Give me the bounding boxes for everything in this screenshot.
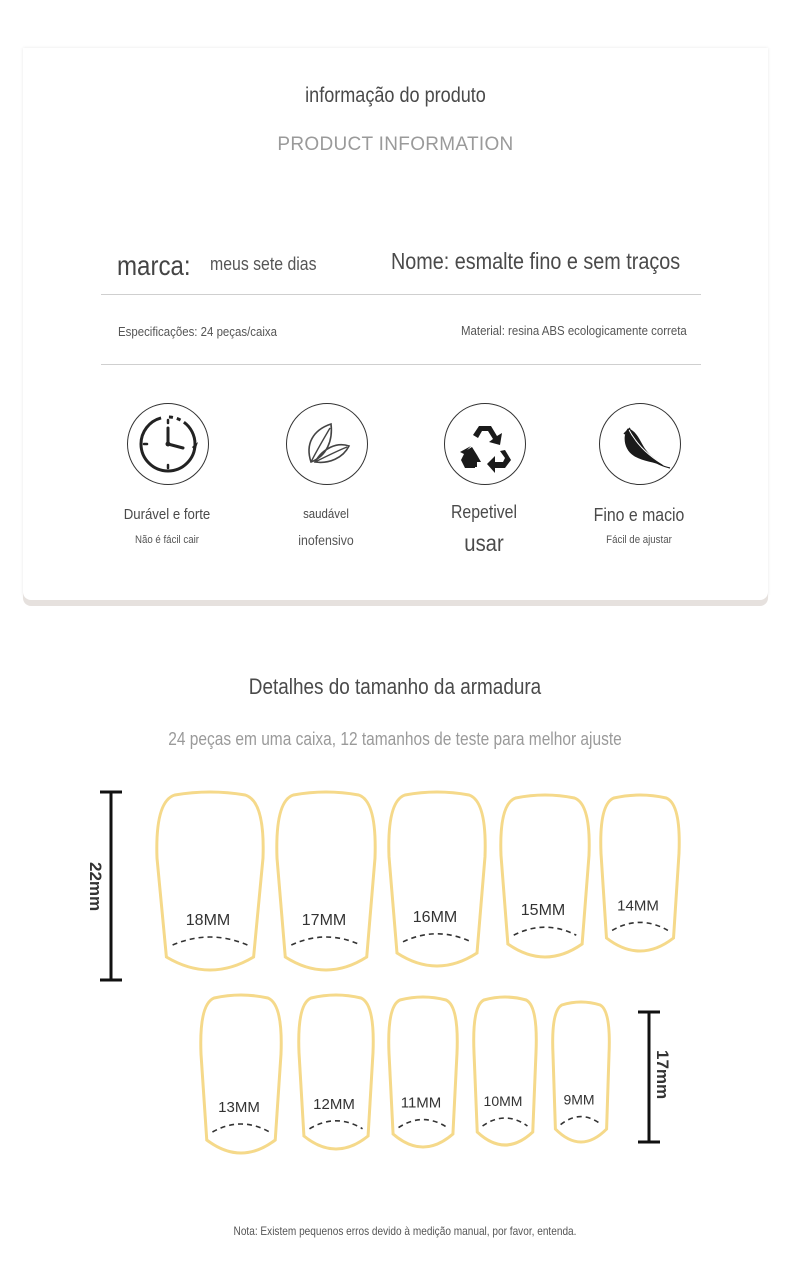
nail-size-label: 12MM	[313, 1095, 355, 1113]
nail-size-label: 11MM	[400, 1094, 442, 1112]
feature-title: Durável e forte	[123, 506, 211, 523]
feature-durable	[127, 403, 209, 485]
nail-outline	[157, 792, 263, 970]
brand-value: meus sete dias	[210, 254, 317, 274]
height-label-large: 22mm	[86, 862, 105, 912]
nail-outline	[553, 1002, 610, 1142]
feature-reusable	[444, 403, 526, 485]
feature-title: Fino e macio	[593, 505, 685, 525]
nail-size-label: 17MM	[301, 912, 347, 929]
nail-size-label: 13MM	[218, 1099, 260, 1116]
nail-width-arc	[399, 1120, 448, 1128]
nail-outline	[501, 795, 589, 957]
recycle-icon	[445, 404, 527, 486]
nail-width-arc	[483, 1118, 528, 1126]
nail-width-arc	[612, 922, 668, 930]
nail-outline	[601, 795, 679, 951]
nail-outline	[299, 995, 373, 1149]
measurement-note: Nota: Existem pequenos erros devido à medição manual, por favor, entenda.	[233, 1224, 577, 1238]
nail-width-arc	[291, 937, 360, 945]
size-details-title: Detalhes do tamanho da armadura	[248, 674, 542, 699]
nail-outline	[201, 995, 281, 1153]
height-scale-small	[638, 1012, 672, 1142]
size-details-subtitle: 24 peças em uma caixa, 12 tamanhos de teste para melhor ajuste	[168, 729, 622, 749]
nail-width-arc	[212, 1124, 269, 1132]
brand-label: marca:	[117, 250, 191, 281]
nail-width-arc	[514, 927, 577, 935]
nail-width-arc	[561, 1117, 602, 1125]
height-label-small: 17mm	[653, 1050, 672, 1100]
divider	[101, 364, 701, 365]
product-info-card	[23, 48, 768, 600]
nail-size-label: 9MM	[563, 1091, 595, 1108]
nail-width-arc	[309, 1121, 362, 1129]
feature-healthy	[286, 403, 368, 485]
clock-icon	[128, 404, 210, 486]
nail-outline	[474, 997, 537, 1145]
divider	[101, 294, 701, 295]
product-name: Nome: esmalte fino e sem traços	[391, 248, 681, 274]
feature-subtitle: inofensivo	[298, 532, 354, 548]
nail-size-label: 14MM	[617, 897, 659, 915]
nail-size-diagram	[0, 770, 790, 1170]
nail-group	[157, 792, 679, 1153]
nail-size-label: 18MM	[185, 912, 231, 929]
nail-size-label: 15MM	[520, 902, 566, 920]
product-info-subtitle: PRODUCT INFORMATION	[277, 134, 514, 155]
feature-subtitle: Fácil de ajustar	[606, 534, 672, 546]
specs-text: Especificações: 24 peças/caixa	[118, 324, 277, 339]
nail-outline	[277, 792, 375, 970]
height-scale-large	[86, 792, 122, 980]
nail-width-arc	[173, 937, 248, 945]
nail-outline	[389, 997, 458, 1147]
feature-subtitle: Não é fácil cair	[134, 534, 200, 546]
feather-icon	[600, 404, 682, 486]
product-info-title: informação do produto	[305, 84, 486, 107]
nail-size-label: 10MM	[483, 1093, 523, 1109]
feature-title: saudável	[303, 506, 349, 521]
feature-subtitle: usar	[464, 530, 504, 556]
feature-title: Repetivel	[450, 502, 518, 522]
leaf-icon	[287, 404, 369, 486]
material-text: Material: resina ABS ecologicamente correta	[461, 323, 687, 338]
nail-width-arc	[403, 934, 471, 942]
nail-size-label: 16MM	[412, 908, 458, 926]
nail-outline	[389, 792, 485, 966]
feature-thin-soft	[599, 403, 681, 485]
